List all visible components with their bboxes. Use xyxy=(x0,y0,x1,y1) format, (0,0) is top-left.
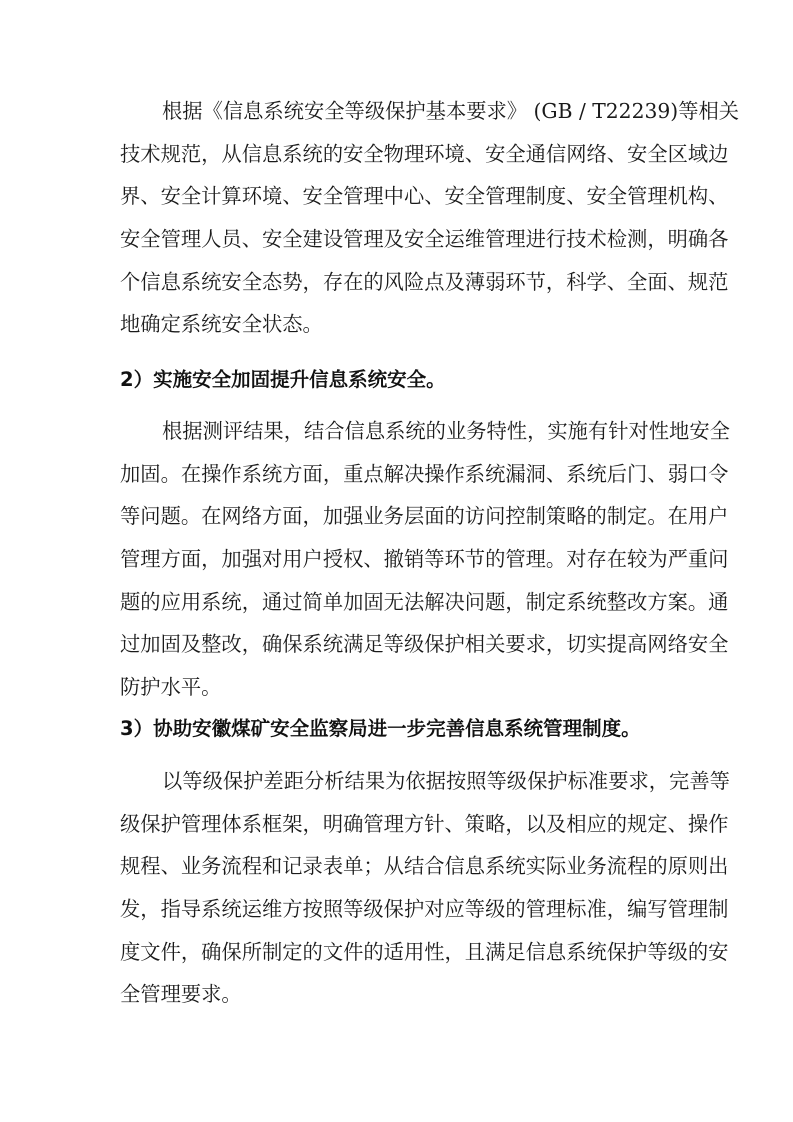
paragraph-line: 管理方面，加强对用户授权、撤销等环节的管理。对存在较为严重问 xyxy=(120,547,729,572)
paragraph-line: 级保护管理体系框架，明确管理方针、策略，以及相应的规定、操作 xyxy=(120,811,729,836)
paragraph-line: 全管理要求。 xyxy=(120,982,242,1007)
paragraph-line: 地确定系统安全状态。 xyxy=(120,312,323,337)
paragraph-line: 过加固及整改，确保系统满足等级保护相关要求，切实提高网络安全 xyxy=(120,632,729,657)
paragraph-line: 度文件，确保所制定的文件的适用性，且满足信息系统保护等级的安 xyxy=(120,939,729,964)
paragraph-line: 规程、业务流程和记录表单；从结合信息系统实际业务流程的原则出 xyxy=(120,854,729,879)
paragraph-line: 界、安全计算环境、安全管理中心、安全管理制度、安全管理机构、 xyxy=(120,184,729,209)
paragraph-line: 技术规范，从信息系统的安全物理环境、安全通信网络、安全区域边 xyxy=(120,141,729,166)
section-heading-3: 3）协助安徽煤矿安全监察局进一步完善信息系统管理制度。 xyxy=(120,717,641,740)
paragraph-line: 发，指导系统运维方按照等级保护对应等级的管理标准，编写管理制 xyxy=(120,897,729,922)
paragraph-line: 加固。在操作系统方面，重点解决操作系统漏洞、系统后门、弱口令 xyxy=(120,461,729,486)
paragraph-line: 防护水平。 xyxy=(120,675,222,700)
paragraph-line: 题的应用系统，通过简单加固无法解决问题，制定系统整改方案。通 xyxy=(120,589,729,614)
paragraph-line: 以等级保护差距分析结果为依据按照等级保护标准要求，完善等 xyxy=(162,769,730,793)
paragraph-management-system xyxy=(120,760,730,1016)
paragraph-line: 个信息系统安全态势，存在的风险点及薄弱环节，科学、全面、规范 xyxy=(120,269,729,294)
paragraph-line: 根据《信息系统安全等级保护基本要求》 (GB / T22239)等相关 xyxy=(162,99,740,123)
paragraph-security-hardening xyxy=(120,410,730,709)
paragraph-line: 等问题。在网络方面，加强业务层面的访问控制策略的制定。在用户 xyxy=(120,504,729,529)
section-heading-2: 2）实施安全加固提升信息系统安全。 xyxy=(120,368,446,391)
paragraph-standards-assessment xyxy=(120,90,740,346)
paragraph-line: 根据测评结果，结合信息系统的业务特性，实施有针对性地安全 xyxy=(162,419,730,443)
paragraph-line: 安全管理人员、安全建设管理及安全运维管理进行技术检测，明确各 xyxy=(120,227,729,252)
